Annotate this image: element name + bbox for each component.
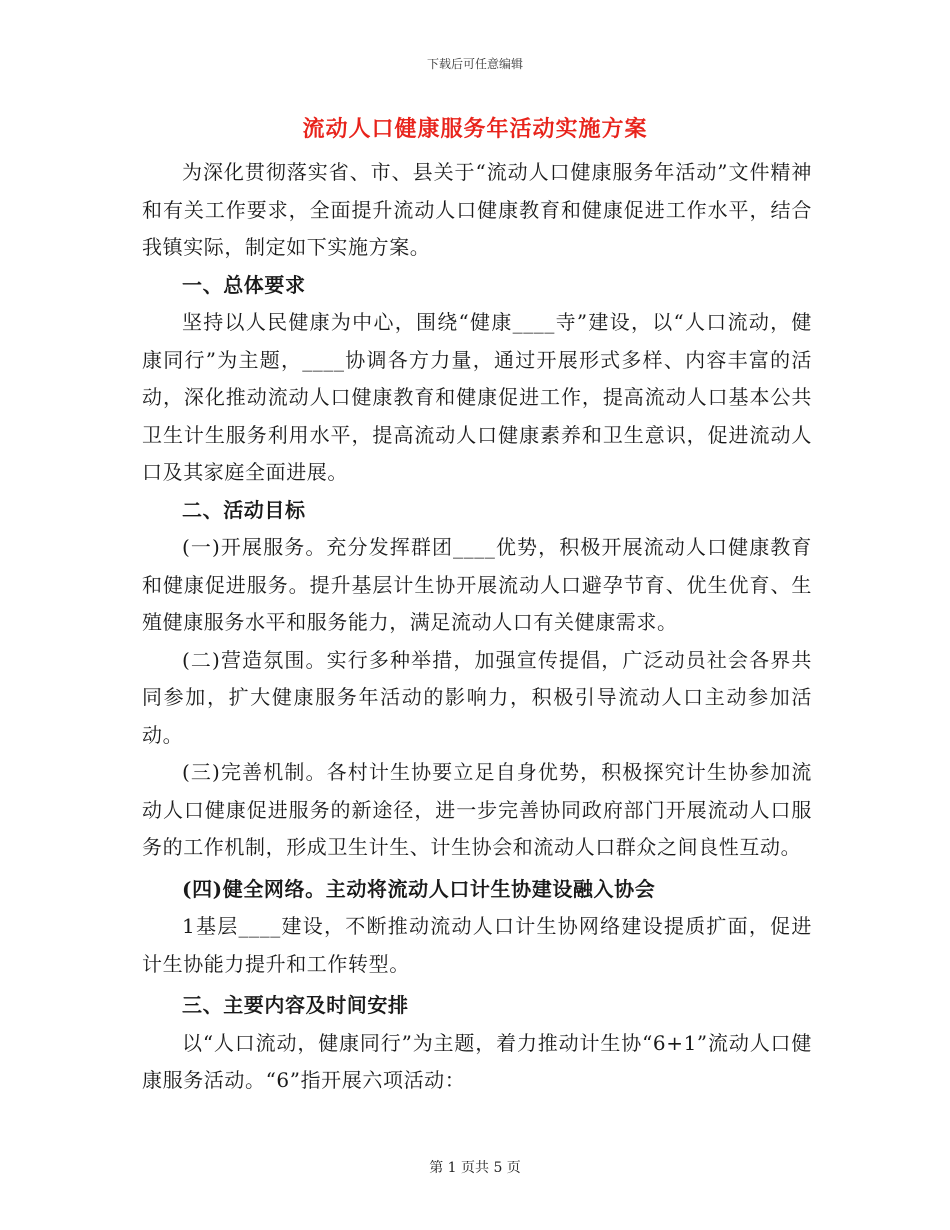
header-note: 下载后可任意编辑 — [426, 57, 523, 71]
intro-paragraph: 为深化贯彻落实省、市、县关于“流动人口健康服务年活动”文件精神和有关工作要求，全面提升流动人口健康教育和健康促进工作水平，结合我镇实际，制定如下实施方案。 — [142, 160, 812, 259]
document-body — [142, 154, 812, 1100]
goal-1-paragraph: (一)开展服务。充分发挥群团____优势，积极开展流动人口健康教育和健康促进服务。提升基层计生协开展流动人口避孕节育、优生优育、生殖健康服务水平和服务能力，满足流动人口有关健康需求。 — [142, 535, 812, 634]
section-heading-1: 一、总体要求 — [182, 272, 306, 297]
page-footer: 第 1 页共 5 页 — [429, 1160, 521, 1176]
goal-4-heading: (四)健全网络。主动将流动人口计生协建设融入协会 — [182, 876, 656, 901]
goal-2-paragraph: (二)营造氛围。实行多种举措，加强宣传提倡，广泛动员社会各界共同参加，扩大健康服务年活动的影响力，积极引导流动人口主动参加活动。 — [142, 647, 812, 747]
section-3-paragraph: 以“人口流动，健康同行”为主题，着力推动计生协“6+1”流动人口健康服务活动。“6”指开展六项活动： — [142, 1030, 812, 1092]
goal-4-paragraph: 1基层____建设，不断推动流动人口计生协网络建设提质扩面，促进计生协能力提升和工作转型。 — [142, 914, 812, 976]
document-title: 流动人口健康服务年活动实施方案 — [302, 116, 648, 142]
section-heading-3: 三、主要内容及时间安排 — [182, 993, 409, 1017]
goal-3-paragraph: (三)完善机制。各村计生协要立足自身优势，积极探究计生协参加流动人口健康促进服务的新途径，进一步完善协同政府部门开展流动人口服务的工作机制，形成卫生计生、计生协会和流动人口群众之间良性互动。 — [142, 760, 812, 859]
section-1-paragraph: 坚持以人民健康为中心，围绕“健康____寺”建设，以“人口流动，健康同行”为主题，____协调各方力量，通过开展形式多样、内容丰富的活动，深化推动流动人口健康教育和健康促进工作，提高流动人口基本公共卫生计生服务利用水平，提高流动人口健康素养和卫生意识，促进流动人口及其家庭全面进展。 — [142, 310, 812, 484]
section-heading-2: 二、活动目标 — [182, 497, 306, 522]
